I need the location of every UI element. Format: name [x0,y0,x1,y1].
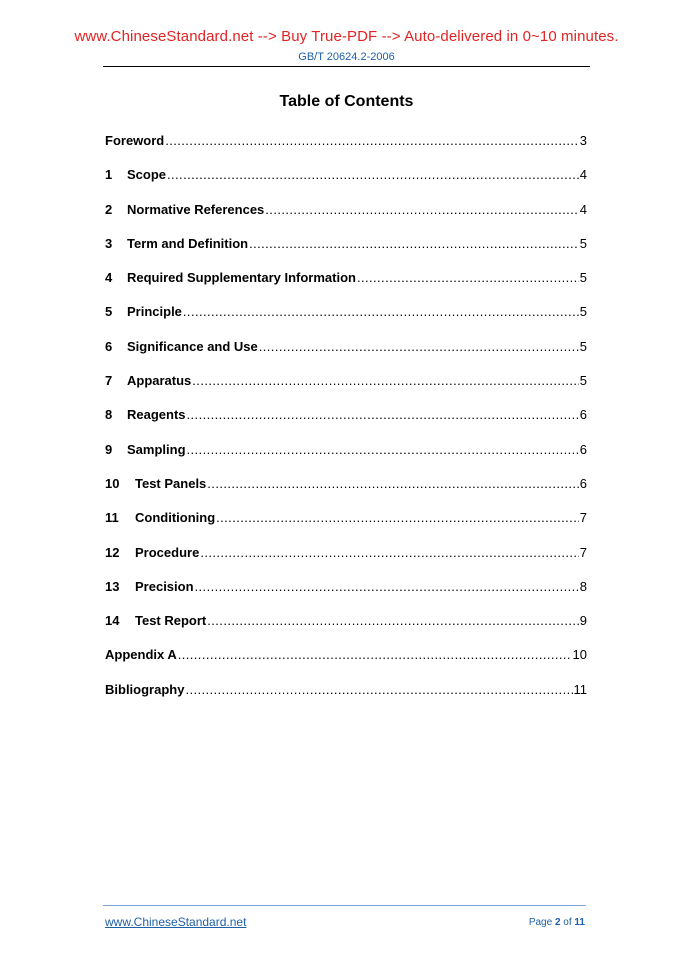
toc-entry-number: 8 [105,407,113,423]
toc-entry-page: 9 [579,613,587,629]
toc-entry-page: 5 [579,338,587,354]
header-divider [103,66,590,67]
footer-site-link[interactable]: www.ChineseStandard.net [105,915,247,929]
toc-entry-page: 8 [579,578,587,594]
toc-dot-leader [187,406,579,423]
toc-entry-number: 6 [105,338,113,354]
toc-entry[interactable] [105,612,587,646]
toc-dot-leader [178,646,572,663]
toc-entry-page: 7 [579,544,587,560]
toc-entry-page: 6 [579,475,587,491]
toc-entry-number: 7 [105,373,113,389]
toc-entry-number: 3 [105,235,113,251]
toc-entry-label: Term and Definition [127,235,249,251]
promo-banner: www.ChineseStandard.net --> Buy True-PDF --> Auto-delivered in 0~10 minutes. [74,28,619,45]
toc-dot-leader [259,338,579,355]
toc-entry-page: 5 [579,373,587,389]
toc-entry-number: 13 [105,578,120,594]
toc-entry-page: 5 [579,304,587,320]
toc-entry-page: 3 [579,133,587,148]
toc-entry-label: Test Report [135,613,207,629]
toc-entry-label: Conditioning [135,510,216,526]
toc-dot-leader [185,681,572,698]
toc-entry-number: 4 [105,270,113,286]
toc-entry[interactable] [105,578,587,612]
toc-entry-page: 10 [572,647,587,663]
toc-dot-leader [207,475,578,492]
toc-entry-number: 2 [105,201,113,217]
toc-entry-page: 5 [579,270,587,286]
toc-entry-number: 5 [105,304,113,320]
toc-entry-number: 1 [105,167,113,183]
page-indicator [529,917,585,928]
toc-dot-leader [192,372,578,389]
toc-dot-leader [357,269,579,286]
toc-title: Table of Contents [279,93,414,110]
toc-entry[interactable] [105,509,587,543]
toc-entry[interactable] [105,201,587,235]
toc-entry-number: 12 [105,544,120,560]
toc-entry[interactable] [105,475,587,509]
toc-entry[interactable] [105,544,587,578]
toc-entry-page: 11 [573,681,587,697]
page-word: Page [528,917,553,928]
toc-entry-page: 6 [579,407,587,423]
toc-dot-leader [195,578,579,595]
toc-entry-label: Apparatus [127,373,192,389]
toc-entry-number: 11 [105,510,119,526]
toc-entry-label: Required Supplementary Information [127,270,356,286]
toc-dot-leader [207,612,579,629]
toc-entry[interactable] [105,646,587,680]
toc-entry[interactable] [105,235,587,269]
toc-dot-leader [183,303,579,320]
toc-entry-page: 7 [579,510,587,526]
toc-entry-page: 4 [579,201,587,217]
toc-dot-leader [249,235,579,252]
toc-entry-label: Appendix A [105,647,177,663]
toc-dot-leader [167,166,579,183]
toc-dot-leader [265,201,578,218]
document-code: GB/T 20624.2-2006 [298,51,395,63]
page-of: of [563,917,572,928]
toc-entry-number: 9 [105,441,113,457]
toc-entry[interactable] [105,269,587,303]
toc-entry-label: Bibliography [105,681,185,697]
toc-entry-label: Precision [135,578,194,594]
toc-entry[interactable] [105,681,587,715]
toc-dot-leader [216,509,579,526]
toc-entry[interactable] [105,441,587,475]
toc-entry-label: Significance and Use [127,338,258,354]
toc-entry-number: 14 [105,613,120,629]
toc-dot-leader [187,441,579,458]
toc-entry-label: Sampling [127,441,186,457]
page-current: 2 [554,917,561,928]
toc-entry[interactable] [105,132,587,166]
toc-entry-label: Procedure [135,544,200,560]
toc-entry-page: 6 [579,441,587,457]
toc-dot-leader [200,544,578,561]
toc-list [105,132,587,715]
toc-entry[interactable] [105,338,587,372]
toc-entry-label: Scope [127,167,167,183]
toc-entry-label: Reagents [127,407,186,423]
toc-entry[interactable] [105,406,587,440]
toc-entry-page: 4 [579,167,587,183]
toc-entry-number: 10 [105,475,120,491]
toc-entry-label: Foreword [105,133,165,148]
toc-entry[interactable] [105,303,587,337]
toc-entry-label: Test Panels [135,475,207,491]
toc-entry[interactable] [105,372,587,406]
toc-entry-label: Principle [127,304,182,320]
toc-entry-page: 5 [579,235,587,251]
toc-dot-leader [165,132,579,149]
toc-entry-label: Normative References [127,201,265,217]
page-total: 11 [574,917,585,928]
toc-entry[interactable] [105,166,587,200]
footer-divider [103,905,586,906]
